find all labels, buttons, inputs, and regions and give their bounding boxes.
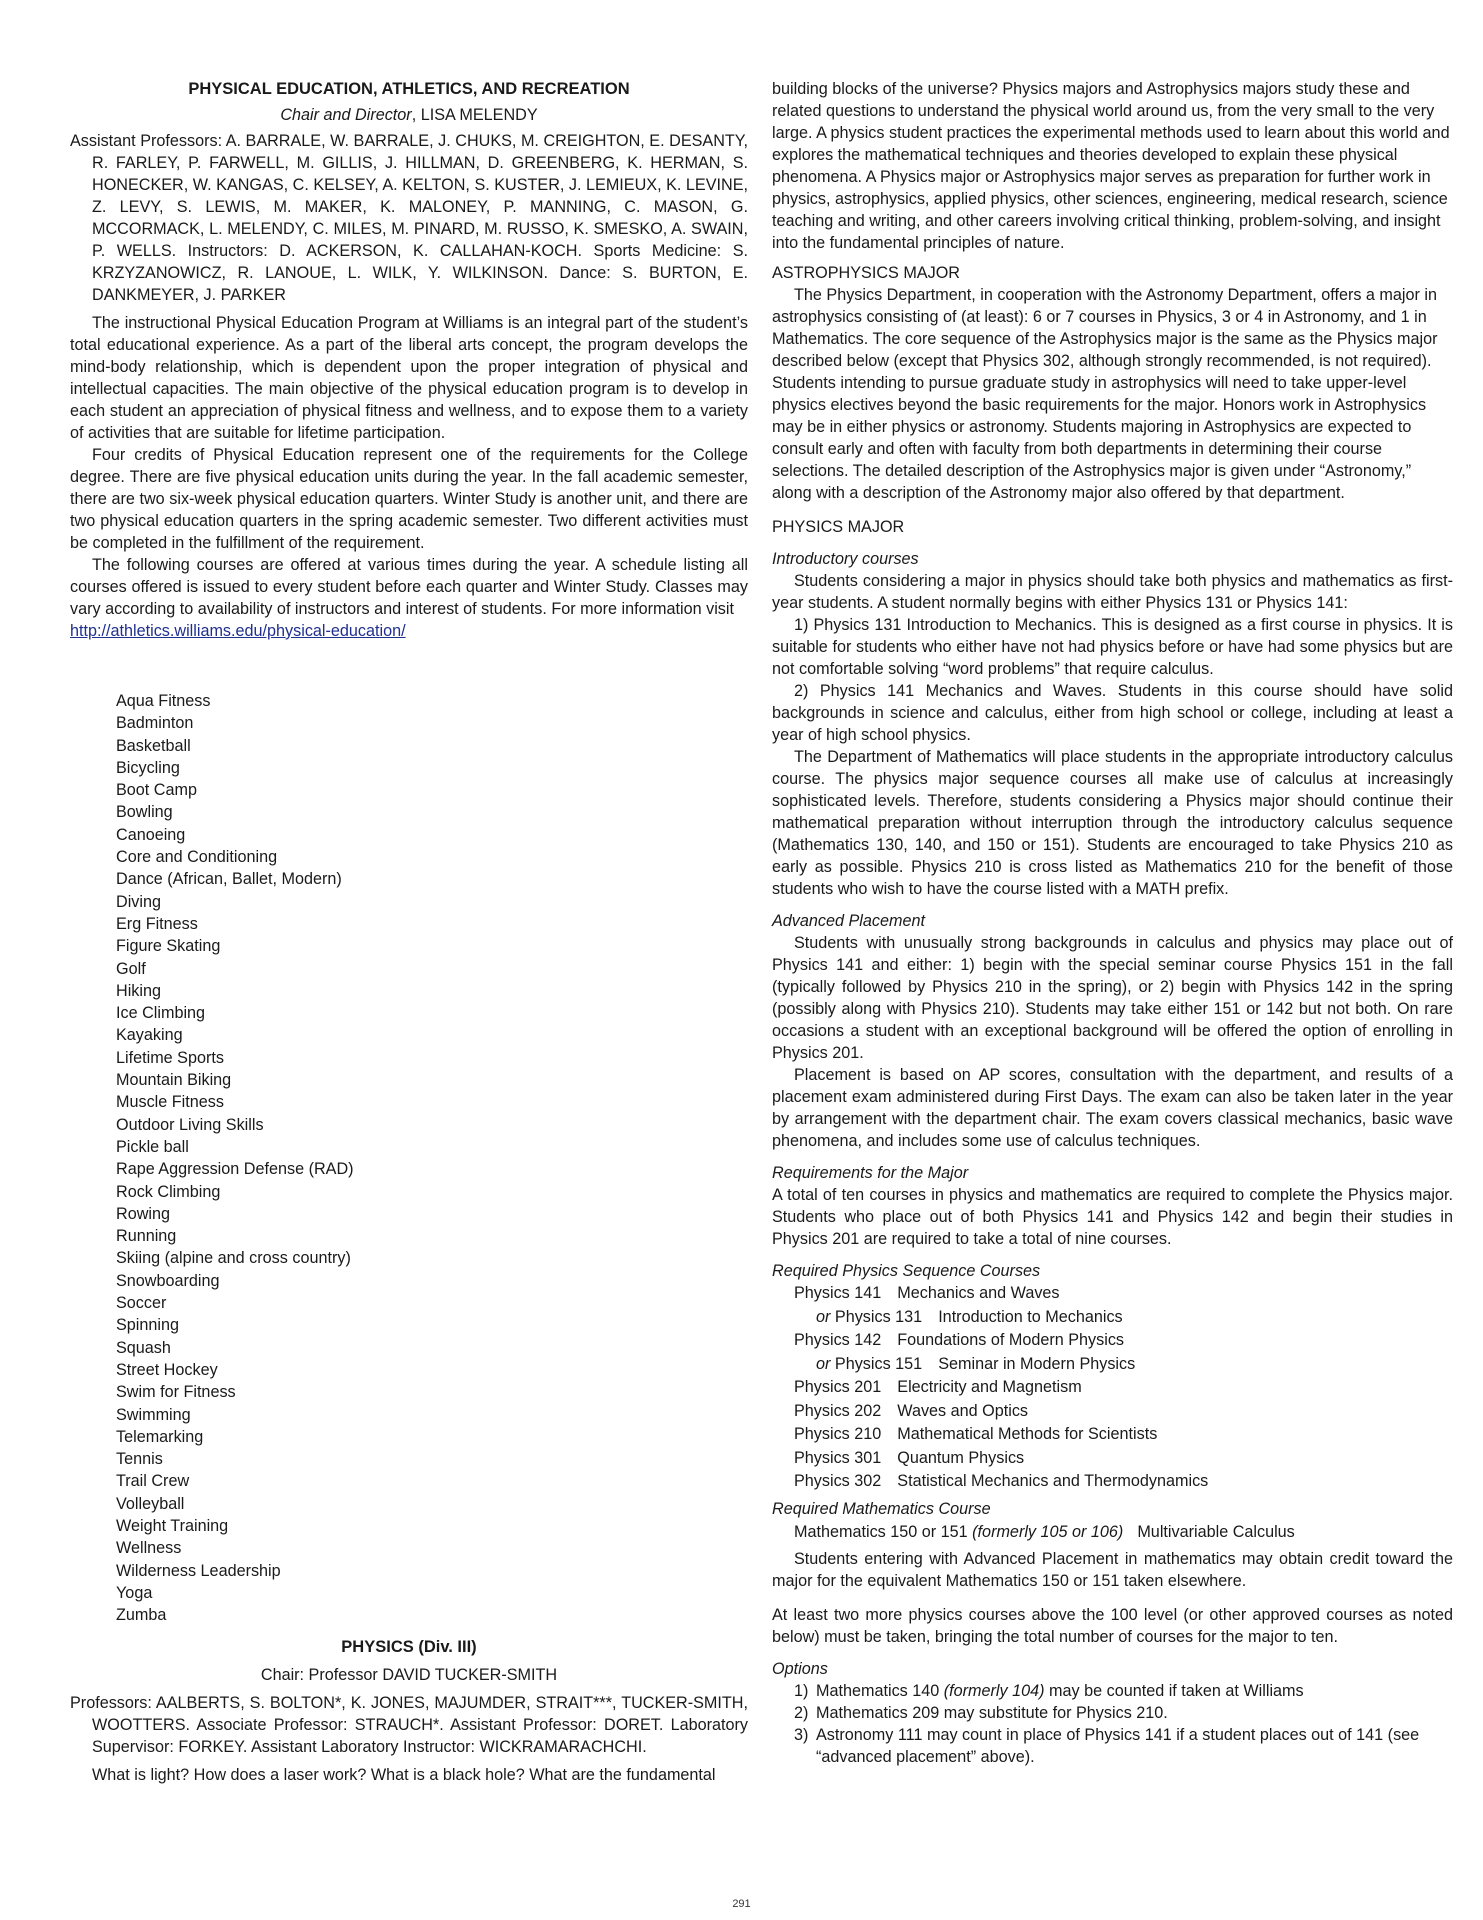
pe-faculty: Assistant Professors: A. BARRALE, W. BARRALE, J. CHUKS, M. CREIGHTON, E. DESANTY, R. FARLEY, P. FARWELL, M. GILLIS, J. HILLMAN, D. GREENBERG, K. HERMAN, S. HONECKER, W. KANGAS, C. KELSEY, A. KELTON, S. KUSTER, J. LEMIEUX, K. LEVINE, Z. LEVY, S. LEWIS, M. MAKER, K. MALONEY, P. MANNING, C. MASON, G. MCCORMACK, L. MELENDY, C. MILES, M. PINARD, M. RUSSO, K. SMESKO, A. SWAIN, P. WELLS. Instructors: D. ACKERSON, K. CALLAHAN-KOCH. Sports Medicine: S. KRZYZANOWICZ, R. LANOUE, L. WILK, Y. WILKINSON. Dance: S. BURTON, E. DANKMEYER, J. PARKER [70, 132, 748, 304]
right-column [772, 78, 1453, 1768]
math-course [772, 1520, 1453, 1544]
activity-item: Tennis [116, 1450, 163, 1469]
activity-item: Yoga [116, 1583, 153, 1602]
pe-website-link[interactable]: http://athletics.williams.edu/physical-education/ [70, 622, 406, 640]
course-name: Mathematical Methods for Scientists [897, 1425, 1158, 1443]
course-name: Mechanics and Waves [897, 1284, 1060, 1302]
activity-item: Boot Camp [116, 781, 197, 800]
activity-item: Skiing (alpine and cross country) [116, 1249, 351, 1268]
advanced-placement-p1: Students with unusually strong backgrounds in calculus and physics may place out of Physics 141 and either: 1) begin with the special seminar course Physics 151 in the fall (typically followed by Physics 210 in the spring), or 2) begin with Physics 142 in the spring (possibly along with Physics 210). Students may take either 151 or 142 but not both. On rare occasions a student with an exceptional background will be offered the option of enrolling in Physics 201. [772, 934, 1453, 1062]
course-name: Introduction to Mechanics [938, 1307, 1123, 1326]
left-column [70, 78, 748, 1786]
math-course-name: Multivariable Calculus [1137, 1522, 1295, 1541]
option-text-pre: Mathematics 209 may substitute for Physics 210. [816, 1703, 1168, 1722]
sequence-course [772, 1376, 1453, 1400]
pe-chair [70, 104, 748, 126]
activity-item: Snowboarding [116, 1271, 220, 1290]
activity-item: Rock Climbing [116, 1182, 221, 1201]
sequence-course [772, 1447, 1453, 1471]
activity-item: Kayaking [116, 1026, 183, 1045]
sequence-course [772, 1329, 1453, 1353]
course-name: Statistical Mechanics and Thermodynamics [897, 1472, 1209, 1490]
activity-item: Basketball [116, 736, 191, 755]
course-number: Physics 131 [830, 1307, 923, 1326]
activity-item: Running [116, 1227, 177, 1246]
math-course-former: (formerly 105 or 106) [972, 1522, 1124, 1541]
course-name: Quantum Physics [897, 1448, 1025, 1467]
intro-courses-p3: 2) Physics 141 Mechanics and Waves. Students in this course should have solid backgrounds in science and calculus, either from high school or college, including at least a year of high school physics. [772, 682, 1453, 744]
activity-item: Swimming [116, 1405, 191, 1424]
intro-courses-p2: 1) Physics 131 Introduction to Mechanics. This is designed as a first course in physics. It is suitable for students who either have not had physics before or have had some physics but are not comfortable solving “word problems” that require calculus. [772, 616, 1453, 678]
requirements-heading: Requirements for the Major [772, 1164, 969, 1182]
option-item [772, 1724, 1453, 1768]
course-name: Seminar in Modern Physics [938, 1354, 1136, 1373]
option-number: 2) [794, 1703, 809, 1722]
activity-item: Ice Climbing [116, 1004, 206, 1023]
physics-intro-start: What is light? How does a laser work? What is a black hole? What are the fundamental [92, 1766, 716, 1785]
course-number: Physics 301 [794, 1448, 882, 1467]
course-number: Physics 151 [830, 1354, 923, 1373]
requirements-text: A total of ten courses in physics and mathematics are required to complete the Physics major. Students who place out of both Physics 141 and Physics 142 and begin their studies in Physics 201 are required to take a total of nine courses. [772, 1186, 1453, 1248]
activity-item: Wilderness Leadership [116, 1561, 281, 1580]
or-label: or [816, 1354, 831, 1373]
option-text-pre: Mathematics 140 [816, 1681, 944, 1700]
course-number: Physics 302 [794, 1472, 882, 1490]
activity-item: Street Hockey [116, 1360, 218, 1379]
activity-item: Outdoor Living Skills [116, 1115, 264, 1134]
activity-item: Weight Training [116, 1516, 229, 1535]
activity-item: Muscle Fitness [116, 1093, 224, 1112]
activity-item: Wellness [116, 1539, 182, 1558]
option-text [816, 1724, 1453, 1768]
activity-item: Telemarking [116, 1427, 204, 1446]
option-text-pre: Astronomy 111 may count in place of Physics 141 if a student places out of 141 (see “advanced placement” above). [816, 1725, 1420, 1766]
physics-title: PHYSICS (Div. III) [341, 1638, 477, 1657]
options-heading: Options [772, 1659, 828, 1678]
option-number: 1) [794, 1681, 809, 1700]
option-text [816, 1702, 1168, 1724]
activity-item: Core and Conditioning [116, 848, 278, 867]
option-item [772, 1680, 1453, 1702]
math-course-number: Mathematics 150 or 151 [794, 1522, 973, 1541]
sequence-course [772, 1423, 1453, 1447]
sequence-course [772, 1306, 1453, 1330]
pe-chair-role: Chair and Director [280, 106, 412, 124]
options-list [772, 1680, 1453, 1768]
activity-item: Rowing [116, 1204, 170, 1223]
activity-item: Canoeing [116, 825, 186, 844]
activity-item: Mountain Biking [116, 1071, 232, 1090]
physics-chair: Chair: Professor DAVID TUCKER-SMITH [260, 1666, 558, 1685]
physics-major-heading: PHYSICS MAJOR [772, 518, 905, 536]
course-name: Waves and Optics [897, 1401, 1029, 1420]
course-number: Physics 210 [794, 1425, 882, 1443]
sequence-course [772, 1353, 1453, 1377]
sequence-course [772, 1400, 1453, 1424]
activity-item: Rape Aggression Defense (RAD) [116, 1160, 354, 1179]
option-number: 3) [794, 1725, 809, 1744]
activity-item: Swim for Fitness [116, 1383, 236, 1402]
pe-title: PHYSICAL EDUCATION, ATHLETICS, AND RECREATION [188, 80, 630, 98]
math-ap-text: Students entering with Advanced Placement in mathematics may obtain credit toward the major for the equivalent Mathematics 150 or 151 taken elsewhere. [772, 1549, 1453, 1590]
or-label: or [816, 1307, 831, 1326]
activity-item: Volleyball [116, 1494, 185, 1513]
sequence-course [772, 1470, 1453, 1494]
advanced-placement-heading: Advanced Placement [772, 912, 925, 930]
pe-chair-name: , LISA MELENDY [411, 106, 538, 124]
astrophysics-heading: ASTROPHYSICS MAJOR [772, 264, 960, 282]
advanced-placement-p2: Placement is based on AP scores, consultation with the department, and results of a placement exam administered during First Days. The exam can also be taken later in the year by arrangement with the department chair. The exam covers classical mechanics, basic wave phenomena, and includes some use of calculus techniques. [772, 1066, 1453, 1150]
option-text-post: may be counted if taken at Williams [1044, 1681, 1304, 1700]
course-name: Foundations of Modern Physics [897, 1331, 1125, 1349]
upper-level-text: At least two more physics courses above the 100 level (or other approved courses as noted below) must be taken, bringing the total number of courses for the major to ten. [772, 1605, 1453, 1646]
intro-courses-heading: Introductory courses [772, 550, 919, 568]
activity-item: Lifetime Sports [116, 1048, 224, 1067]
sequence-course [772, 1282, 1453, 1306]
option-item [772, 1702, 1453, 1724]
option-text-it: (formerly 104) [943, 1681, 1045, 1700]
activity-item: Squash [116, 1338, 171, 1357]
activity-item: Zumba [116, 1606, 167, 1625]
sequence-heading: Required Physics Sequence Courses [772, 1262, 1041, 1280]
pe-paragraph-1: The instructional Physical Education Program at Williams is an integral part of the student’s total educational experience. As a part of the liberal arts concept, the program develops the mind-body relationship, which is dependent upon the proper integration of physical and intellectual capacities. The main objective of the physical education program is to develop in each student an appreciation of physical fitness and wellness, and to expose them to a variety of activities that are suitable for lifetime participation. [70, 314, 748, 442]
course-number: Physics 141 [794, 1284, 882, 1302]
activity-item: Spinning [116, 1316, 180, 1335]
pe-paragraph-2: Four credits of Physical Education represent one of the requirements for the College degree. There are five physical education units during the year. In the fall academic semester, there are two six-week physical education quarters. Winter Study is another unit, and there are two physical education quarters in the spring academic semester. Two different activities must be completed in the fulfillment of the requirement. [70, 446, 748, 552]
activity-item: Aqua Fitness [116, 692, 211, 710]
activity-item: Bowling [116, 803, 173, 822]
activity-item: Bicycling [116, 758, 180, 777]
intro-courses-p1: Students considering a major in physics should take both physics and mathematics as first-year students. A student normally begins with either Physics 131 or Physics 141: [772, 572, 1453, 612]
intro-courses-p4: The Department of Mathematics will place students in the appropriate introductory calculus course. The physics major sequence courses all make use of calculus at increasingly sophisticated levels. Therefore, students considering a Physics major should continue their mathematical preparation without interruption through the introductory calculus sequence (Mathematics 130, 140, and 150 or 151). Students are encouraged to take Physics 210 as early as possible. Physics 210 is cross listed as Mathematics 210 for the benefit of those students who wish to have the course listed with a MATH prefix. [772, 748, 1453, 898]
activity-item: Soccer [116, 1294, 167, 1313]
activity-item: Golf [116, 959, 146, 978]
activity-item: Hiking [116, 981, 161, 1000]
activity-item: Trail Crew [116, 1472, 190, 1491]
activity-item: Diving [116, 892, 161, 911]
pe-paragraph-3: The following courses are offered at various times during the year. A schedule listing all courses offered is issued to every student before each quarter and Winter Study. Classes may vary according to availability of instructors and interest of students. For more information visit [70, 556, 748, 618]
sequence-course-list [772, 1282, 1453, 1494]
math-heading: Required Mathematics Course [772, 1499, 991, 1518]
course-name: Electricity and Magnetism [897, 1378, 1082, 1396]
astrophysics-text: The Physics Department, in cooperation with the Astronomy Department, offers a major in astrophysics consisting of (at least): 6 or 7 courses in Physics, 3 or 4 in Astronomy, and 1 in Mathematics. The core sequence of the Astrophysics major is the same as the Physics major described below (except that Physics 302, although strongly recommended, is not required). Students intending to pursue graduate study in astrophysics will need to take upper-level physics electives beyond the basic requirements for the major. Honors work in Astrophysics may be in either physics or astronomy. Students majoring in Astrophysics are expected to consult early and often with faculty from both departments in determining their course selections. The detailed description of the Astrophysics major is given under “Astronomy,” along with a description of the Astronomy major also offered by that department. [772, 286, 1438, 502]
course-number: Physics 202 [794, 1401, 882, 1420]
activity-item: Badminton [116, 714, 194, 733]
option-text [816, 1680, 1304, 1702]
activity-item: Erg Fitness [116, 914, 198, 933]
physics-faculty: Professors: AALBERTS, S. BOLTON*, K. JONES, MAJUMDER, STRAIT***, TUCKER-SMITH, WOOTTERS. Associate Professor: STRAUCH*. Assistant Professor: DORET. Laboratory Supervisor: FORKEY. Assistant Laboratory Instructor: WICKRAMARACHCHI. [70, 1694, 748, 1757]
activity-item: Figure Skating [116, 937, 221, 956]
physics-intro-continued: building blocks of the universe? Physics majors and Astrophysics majors study these and related questions to understand the physical world around us, from the very small to the very large. A physics student practices the experimental methods used to learn about this world and explores the mathematical techniques and theories developed to explain these physical phenomena. A Physics major or Astrophysics major serves as preparation for further work in physics, astrophysics, applied physics, other sciences, engineering, medical research, science teaching and writing, and other careers involving critical thinking, problem-solving, and insight into the fundamental principles of nature. [772, 80, 1450, 252]
activity-list [70, 690, 748, 1626]
course-number: Physics 142 [794, 1331, 882, 1349]
page-number: 291 [732, 1898, 751, 1910]
activity-item: Dance (African, Ballet, Modern) [116, 870, 342, 889]
course-number: Physics 201 [794, 1378, 882, 1396]
activity-item: Pickle ball [116, 1137, 189, 1156]
